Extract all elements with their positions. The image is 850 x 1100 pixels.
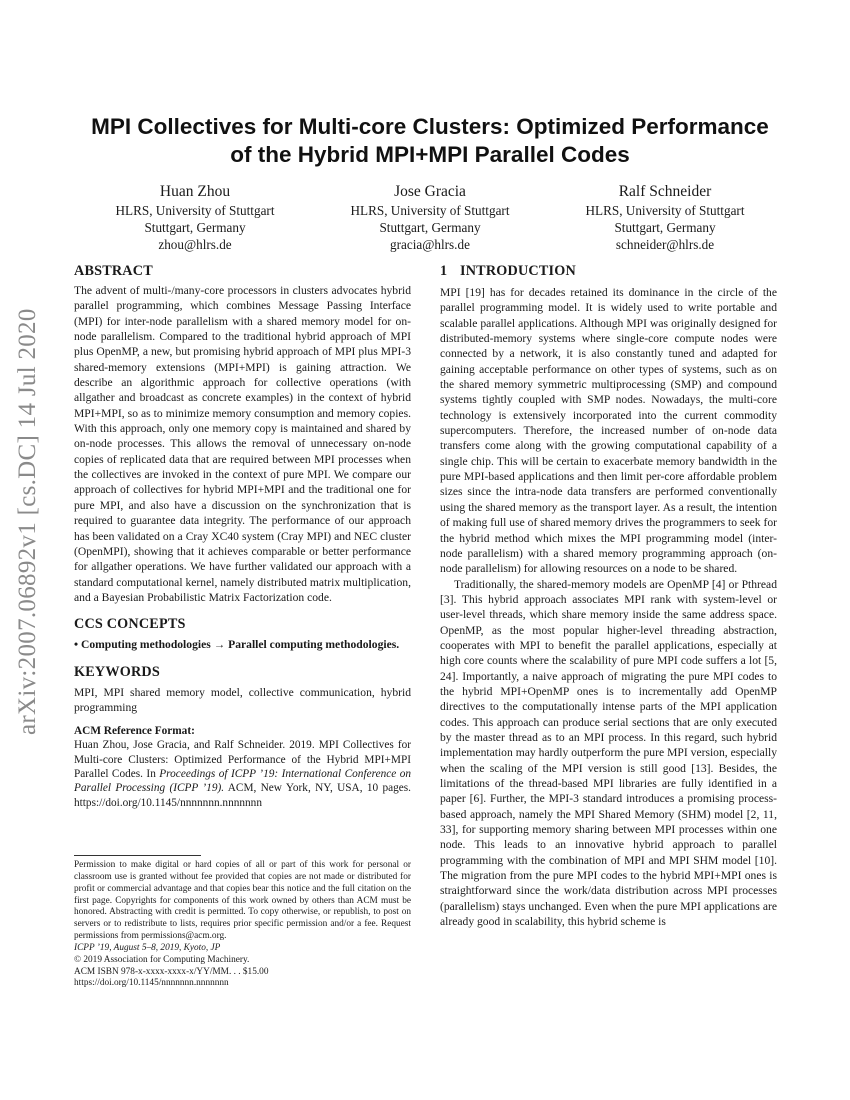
intro-paragraph-2: Traditionally, the shared-memory models are OpenMP [4] or Pthread [3]. This hybrid approach associates MPI rank with system-level or user-level threads, which share memory inside the same address space. OpenMP, as the most popular higher-level threading abstraction, cooperates with MPI to benefit the parallel applications, especially at high core counts where the scalability of pure MPI code suffers a lot [5, 24]. Importantly, a naive approach of migrating the pure MPI codes to the hybrid MPI+OpenMP ones is to incrementally add OpenMP directives to the computationally intense parts of the MPI application codes. This approach can produce serial sections that are only executed by the master thread as to an MPI process. In this regard, such hybrid implementation may hardly outperform the pure MPI version, especially when the scaling of the MPI version is still good [13]. Besides, the limitations of the thread-based MPI libraries are fully identified in a paper [6]. Further, the MPI-3 standard introduces a promising process-based approach, namely the MPI Shared Memory (SHM) model [2, 11, 33], for supporting memory sharing between MPI processes within one node. This leads to an innovative hybrid approach to parallel programming with the combination of MPI and MPI SHM model [10]. The migration from the pure MPI codes to the hybrid MPI+MPI ones is straightforward since the work/data distribution across MPI processes (parallelism) stays unchanged. Even when the pure MPI applications are already good in scalability, this hybrid scheme is (440, 577, 777, 929)
conference-line: ICPP ’19, August 5–8, 2019, Kyoto, JP (74, 942, 221, 953)
author-1 (80, 182, 310, 253)
acm-reference-proceedings: Proceedings of ICPP ’19: International Conference on Parallel Processing (ICPP ’19). (74, 768, 411, 795)
author-affiliation: HLRS, University of Stuttgart (350, 203, 510, 218)
author-location: Stuttgart, Germany (614, 220, 716, 235)
author-affiliation: HLRS, University of Stuttgart (115, 203, 275, 218)
introduction-heading (440, 262, 777, 280)
keywords-text: MPI, MPI shared memory model, collective communication, hybrid programming (74, 685, 411, 714)
author-affiliation: HLRS, University of Stuttgart (585, 203, 745, 218)
abstract-heading: ABSTRACT (74, 263, 153, 279)
author-location: Stuttgart, Germany (144, 220, 246, 235)
author-2 (315, 182, 545, 253)
author-3 (550, 182, 780, 253)
ccs-heading: CCS CONCEPTS (74, 616, 186, 633)
title-line-1: MPI Collectives for Multi-core Clusters: Optimized Performance (91, 114, 769, 139)
copyright-line: © 2019 Association for Computing Machinery. (74, 954, 250, 965)
abstract-text: The advent of multi-/many-core processors in clusters advocates hybrid parallel programming, which combines Message Passing Interface (MPI) for inter-node parallelism with a shared memory model for on-node parallelism. Compared to the traditional hybrid approach of MPI plus OpenMP, a new, but promising hybrid approach of MPI plus MPI-3 shared-memory extensions (MPI+MPI) is gaining attraction. We describe an algorithmic approach for collective operations (with allgather and broadcast as concrete examples) in the context of hybrid MPI+MPI, so as to minimize memory consumption and memory copies. With this approach, only one memory copy is maintained and shared by on-node processes. This allows the removal of unnecessary on-node copies of replicated data that are required between MPI processes when the collectives are invoked in the context of pure MPI. We compare our approach of collectives for hybrid MPI+MPI and the traditional one for pure MPI, and also have a discussion on the synchronization that is required to guarantee data integrity. The performance of our approach has been validated on a Cray XC40 system (Cray MPI) and NEC cluster (OpenMPI), showing that it achieves comparable or better performance for allgather operations. We have further validated our approach with a standard computational kernel, namely distributed matrix multiplication, and a Bayesian Probabilistic Matrix Factorization code. (74, 284, 411, 604)
doi-line: https://doi.org/10.1145/nnnnnnn.nnnnnnn (74, 978, 229, 989)
author-location: Stuttgart, Germany (379, 220, 481, 235)
author-name: Huan Zhou (159, 183, 231, 200)
right-column (440, 262, 777, 929)
keywords-heading: KEYWORDS (74, 663, 160, 680)
acm-reference-heading: ACM Reference Format: (74, 725, 195, 738)
section-title: INTRODUCTION (460, 263, 576, 279)
author-email: gracia@hlrs.de (390, 237, 470, 252)
footnote-rule (74, 855, 201, 856)
acm-reference-part-b: ACM, New York, NY, USA, 10 pages. https://doi.org/10.1145/nnnnnnn.nnnnnnn (74, 782, 411, 809)
acm-reference-part-a: Huan Zhou, Jose Gracia, and Ralf Schneider. 2019. MPI Collectives for Multi-core Clusters: Optimized Performance of the Hybrid MPI+MPI Parallel Codes. In (74, 739, 411, 781)
arxiv-identifier: arXiv:2007.06892v1 [cs.DC] 14 Jul 2020 (14, 308, 41, 735)
paper-title (60, 113, 800, 169)
title-line-2: of the Hybrid MPI+MPI Parallel Codes (230, 142, 630, 167)
acm-reference-text (74, 738, 411, 810)
permission-text: Permission to make digital or hard copies of all or part of this work for personal or classroom use is granted without fee provided that copies are not made or distributed for profit or commercial advantage and that copies bear this notice and the full citation on the first page. Copyrights for components of this work owned by others than ACM must be honored. Abstracting with credit is permitted. To copy otherwise, or republish, to post on servers or to redistribute to lists, requires prior specific permission and/or a fee. Request permissions from permissions@acm.org. (74, 860, 411, 942)
permission-footnote (74, 860, 411, 990)
author-email: zhou@hlrs.de (158, 237, 232, 252)
isbn-line: ACM ISBN 978-x-xxxx-xxxx-x/YY/MM. . . $15.00 (74, 966, 269, 977)
ccs-text: • Computing methodologies → Parallel computing methodologies. (74, 638, 400, 652)
author-email: schneider@hlrs.de (615, 237, 715, 252)
left-column (74, 262, 411, 810)
intro-paragraph-1: MPI [19] has for decades retained its dominance in the circle of the parallel programming model. It is widely used to write portable and scalable parallel applications. Although MPI was originally designed for distributed-memory systems where single-core compute nodes were connected by a network, it is also constantly tuned and adapted for gaining acceptable performance on other types of systems, such as on the shared memory symmetric multiprocessing (SMP) and compound systems tightly coupled with SMP nodes. Nowadays, the multi-core technology is extensively incorporated into the current commodity supercomputers. Therefore, the increased number of on-node data transfers come along with the growing computational capability of a single chip. This will be certain to exacerbate memory bandwidth in the pure MPI-based applications and then limit per-core affordable problem sizes since the intra-node data transfers are performed conventionally using the shared memory as the transport layer. As a result, the intention of making full use of shared memory drives the programmers to seek for the hybrid method which mixes the MPI programming model (inter-node parallelism) with a shared memory programming approach (on-node parallelism) for allowing resources on a node to be shared. (440, 286, 777, 576)
author-block (80, 182, 780, 253)
author-name: Ralf Schneider (618, 183, 712, 200)
author-name: Jose Gracia (394, 183, 466, 200)
section-number: 1 (440, 263, 448, 279)
